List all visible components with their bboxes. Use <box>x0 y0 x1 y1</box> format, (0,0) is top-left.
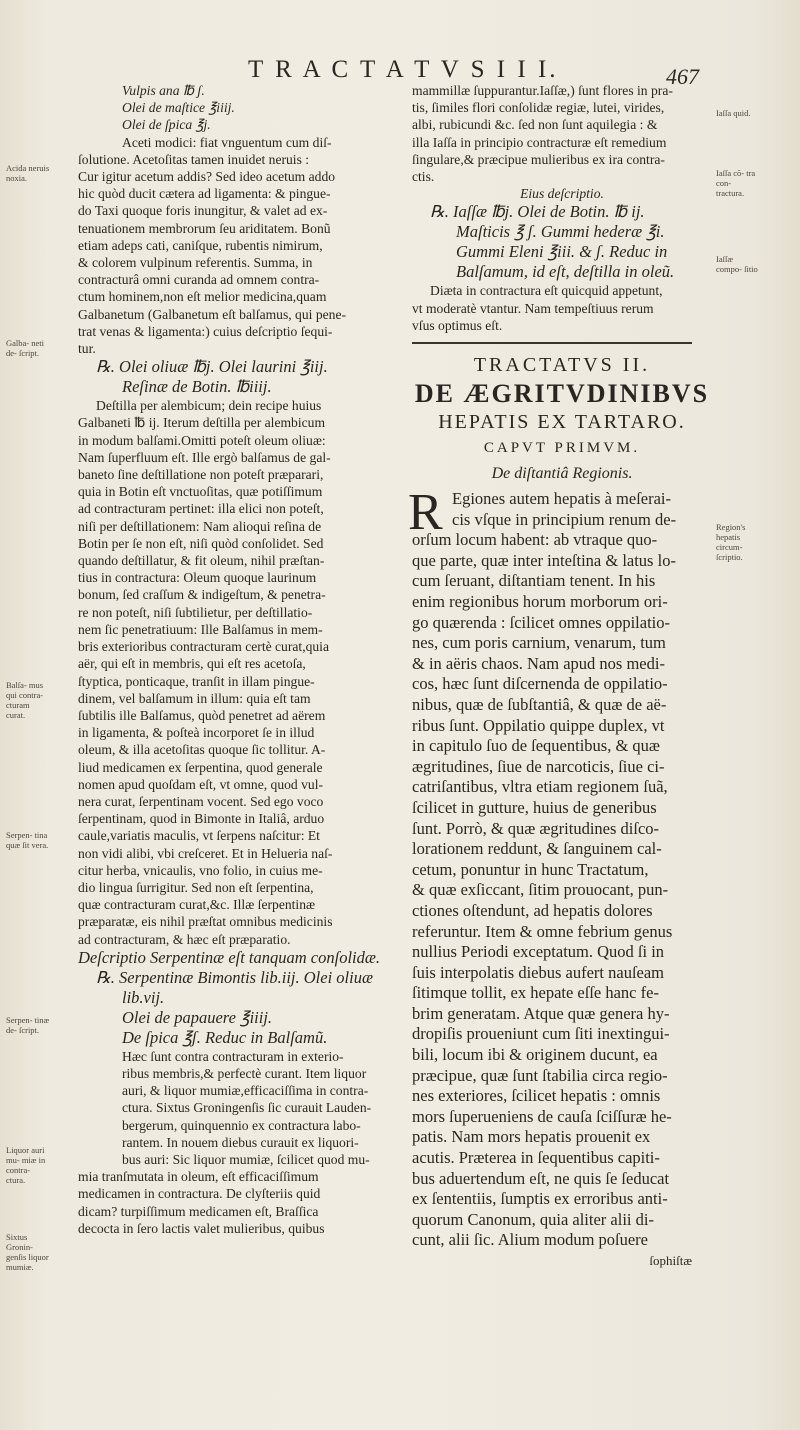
text-line: Olei de ſpica ℥j. <box>122 117 211 133</box>
text-line: dropiſis proueniunt cum ſiti inextingui- <box>412 1024 670 1044</box>
text-line: Gummi Eleni ℥iii. & ʃ. Reduc in <box>456 242 668 262</box>
text-line: ribus ſunt. Oppilatio quippe duplex, vt <box>412 715 665 735</box>
text-line: ſitimque tollit, ex hepate eſſe hanc fe- <box>412 983 659 1003</box>
text-line: Olei de maſtice ℥iiij. <box>122 100 235 116</box>
text-line: referuntur. Item & omne febrium genus <box>412 921 673 941</box>
text-line: Cur igitur acetum addis? Sed ideo acetum addo <box>78 169 336 185</box>
text-line: bonum, ſed craſſum & indigeſtum, & penetra- <box>78 587 326 603</box>
text-line: ex ſententiis, ſumptis ex erroribus anti- <box>412 1189 668 1209</box>
text-line: cetum, ponuntur in hunc Tractatum, <box>412 859 649 879</box>
text-line: auri, & liquor mumiæ,efficaciſſima in contra- <box>122 1083 369 1099</box>
text-line: quorum Canonum, quia aliter alii di- <box>412 1209 654 1229</box>
text-line: ſunt. Porrò, & quæ ægritudines diſco- <box>412 818 660 838</box>
text-line: tius in contractura: Oleum quoque laurinum <box>78 570 317 586</box>
text-line: ctis. <box>412 169 435 185</box>
margin-note: Acida neruis noxia. <box>6 163 50 183</box>
text-line: ſolutione. Acetoſitas tamen inuidet neruis : <box>78 151 310 167</box>
text-line: trat venas & ligamenta:) cuius deſcriptio ſequi- <box>78 323 333 339</box>
text-line: quia in Botin eſt vnctuoſitas, quæ potiſſimum <box>78 484 323 500</box>
margin-note: Sixtus Gronin- genſis liquor mumiæ. <box>6 1232 49 1272</box>
text-line: ctiones oſtendunt, ad hepatis dolores <box>412 900 653 920</box>
text-line: nomen apud quoſdam eſt, vt omne, quod vul- <box>78 776 324 792</box>
text-line: etiam adeps cati, caniſque, rubentis nimirum, <box>78 237 323 253</box>
text-line: caule,variatis maculis, vt ſerpens naſcitur: Et <box>78 828 320 844</box>
text-line: Reſinæ de Botin. ℔iiij. <box>122 377 272 397</box>
text-line: ſubtilis ille Balſamus, quòd penetret ad aërem <box>78 707 326 723</box>
margin-note: Liquor auri mu- miæ in contra- ctura. <box>6 1145 46 1185</box>
text-line: ægritudines, ſiue de narcoticis, ſiue ci- <box>412 756 665 776</box>
text-line: baneto ſine deſtillatione non poteſt præparari, <box>78 467 324 483</box>
running-title: T R A C T A T V S I I I. <box>248 56 559 83</box>
margin-note: Galba- neti de- ſcript. <box>6 338 44 358</box>
text-line: cis vſque in principium renum de- <box>452 509 677 529</box>
text-line: nes exteriores, ſcilicet hepatis : omnis <box>412 1086 661 1106</box>
chapter-body <box>408 484 712 1251</box>
margin-note: Region's hepatis circum- ſcriptio. <box>716 522 746 562</box>
text-line: Eius deſcriptio. <box>520 186 604 202</box>
text-line: niſi per deſtillationem: Nam alioqui reſina de <box>78 518 322 534</box>
text-line: & colorem vulpinum referentis. Summa, in <box>78 255 313 271</box>
text-line: Egiones autem hepatis à meſerai- <box>452 489 671 509</box>
text-line: nem ſic penetratiuum: Ille Balſamus in mem- <box>78 621 323 637</box>
text-line: go quærenda : ſcilicet omnes oppilatio- <box>412 612 670 632</box>
section-divider <box>412 342 692 344</box>
text-line: bus auri: Sic liquor mumiæ, ſcilicet quod mu- <box>122 1151 370 1167</box>
text-line: cum ſeruant, diſtantiam tenent. In his <box>412 571 656 591</box>
text-line: præcipue, quæ ſunt ſtabilia circa regio- <box>412 1065 668 1085</box>
text-line: acutis. Præterea in ſequentibus capiti- <box>412 1148 660 1168</box>
text-line: Aceti modici: fiat vnguentum cum diſ- <box>122 134 332 150</box>
text-line: ſuis interpolatis diebus aufert nauſeam <box>412 962 665 982</box>
text-line: in capitulo ſuo de ſequentibus, & quæ <box>412 736 660 756</box>
text-line: aër, qui eſt in membris, qui eſt res acetoſa, <box>78 656 306 672</box>
text-line: ad contracturam, & hæc eſt præparatio. <box>78 931 291 947</box>
text-line: hic quòd ducit cætera ad ligamenta: & pingue- <box>78 186 331 202</box>
text-line: nibus, quæ de ſubſtantiâ, & quæ de aë- <box>412 694 667 714</box>
text-line: Galbaneti ℔ ij. Iterum deſtilla per alembicum <box>78 415 326 431</box>
text-line: quæ contracturam curat,&c. Illæ ſerpentinæ <box>78 897 316 913</box>
text-line: bris exterioribus contracturam certè curat,quia <box>78 639 329 655</box>
text-line: vſus optimus eſt. <box>412 317 503 333</box>
text-line: ctura. Sixtus Groningenſis ſic curauit Lauden- <box>122 1100 372 1116</box>
text-line: rantem. In nouem diebus curauit ex liquori- <box>122 1134 359 1150</box>
text-line: & quæ exſiccant, ſitim prouocant, pun- <box>412 880 669 900</box>
text-line: ℞. Serpentinæ Bimontis lib.iij. Olei oliuæ <box>96 967 373 987</box>
text-line: citur herba, vnicaulis, vno folio, in cuius me- <box>78 862 323 878</box>
text-line: cos, hæc ſunt diſcernenda de oppilatio- <box>412 674 668 694</box>
catchword: ſophiſtæ <box>649 1253 692 1268</box>
text-line: ctum hominem,non eſt melior medicina,quam <box>78 289 327 305</box>
text-line: ℞. Iaſſæ ℔j. Olei de Botin. ℔ ij. <box>430 202 645 222</box>
text-line: lib.vij. <box>122 987 165 1007</box>
text-line: nullius Periodi exceptatum. Quod ſi in <box>412 942 665 962</box>
text-line: tur. <box>78 341 96 357</box>
text-line: De ſpica ℥ʃ. Reduc in Balſamũ. <box>122 1027 328 1047</box>
text-line: mia tranſmutata in oleum, eſt efficaciſſimum <box>78 1169 319 1185</box>
text-line: ribus membris,& perfectè curant. Item liquor <box>122 1065 367 1081</box>
text-line: que parte, quæ inter inteſtina & latus lo- <box>412 550 676 570</box>
chapter-heading: CAPVT PRIMVM. <box>483 440 641 457</box>
margin-note: Iaſſa quid. <box>716 108 751 118</box>
chapter-rubric: De diſtantiâ Regionis. <box>491 465 633 483</box>
text-line: Deſtilla per alembicum; dein recipe huius <box>96 398 322 414</box>
text-line: ad contracturam pertinet: illa elici non poteſt, <box>78 501 324 517</box>
text-line: brim generatam. Atque quæ genera hy- <box>412 1003 670 1023</box>
text-line: & in aëris chaos. Nam apud nos medi- <box>412 653 665 673</box>
page-number: 467 <box>666 64 699 89</box>
text-line: tenuationem membrorum ſeu ariditatem. Bonũ <box>78 220 331 236</box>
text-line: Hæc ſunt contra contracturam in exterio- <box>122 1048 344 1064</box>
text-line: illa Iaſſa in principio contracturæ eſt remedium <box>412 134 667 150</box>
tract-subtitle: HEPATIS EX TARTARO. <box>438 411 686 434</box>
text-line: orſum locum habent: ab vtraque quo- <box>412 530 658 550</box>
text-line: cunt, alii ſic. Alium modum poſuere <box>412 1230 649 1250</box>
text-line: dinem, vel balſamum in illum: quia eſt tam <box>78 690 311 706</box>
text-line: dio lingua ſurrigitur. Sed non eſt ſerpentina, <box>78 879 314 895</box>
text-line: patis. Nam mors hepatis prouenit ex <box>412 1127 651 1147</box>
text-line: Vulpis ana ℔ ʃ. <box>122 83 205 98</box>
text-line: ſcilicet in gutture, huius de generibus <box>412 797 657 817</box>
text-line: non vidi alibi, vbi creſceret. Et in Helueria naſ- <box>78 845 333 861</box>
text-line: medicamen in contractura. De clyſteriis quid <box>78 1186 321 1202</box>
text-line: Nam ſuperfluum eſt. Ille ergò balſamus de gal- <box>78 449 331 465</box>
margin-note: Balſa- mus qui contra- cturam curat. <box>6 680 44 720</box>
tract-title: DE ÆGRITVDINIBVS <box>414 379 710 409</box>
text-line: enim regionibus horum morborum ori- <box>412 592 668 611</box>
text-line: bili, locum ibi & originem ducunt, ea <box>412 1045 658 1065</box>
text-line: bus aduertendum eſt, ne quis ſe ſeducat <box>412 1168 670 1188</box>
text-line: liud medicamen ex ſerpentina, quod generale <box>78 759 323 775</box>
tract-heading: TRACTATVS II. <box>473 354 651 377</box>
text-line: oleum, & illa acetoſitas quoque ſic tollitur. A- <box>78 742 326 758</box>
text-line: re non poteſt, niſi ſubtilietur, per deſtillatio- <box>78 604 313 620</box>
text-line: Balſamum, id eſt, deſtilla in oleũ. <box>456 262 675 282</box>
text-line: ſtyptica, ponticaque, tranſit in illam pingue- <box>78 673 315 689</box>
text-line: decocta in ſero lactis valet mulieribus, quibus <box>78 1220 325 1236</box>
text-line: lorationem reddunt, & ſanguinem cal- <box>412 839 662 859</box>
text-line: ſerpentinam, quod in Bimonte in Italiâ, arduo <box>78 811 325 827</box>
text-line: Galbanetum (Galbanetum eſt balſamus, qui pene- <box>78 306 347 322</box>
right-column-top-text <box>412 82 712 334</box>
text-line: Deſcriptio Serpentinæ eſt tanquam conſolidæ. <box>78 947 381 967</box>
text-line: in modum balſami.Omitti poteſt oleum oliuæ: <box>78 432 326 448</box>
text-line: nera curat, ſerpentinam vocent. Sed ego voco <box>78 793 324 809</box>
text-line: ſingulare,& præcipue mulieribus ex ira contra- <box>412 151 665 167</box>
text-line: quando deſtillatur, & fit oleum, nihil præſtan- <box>78 553 325 569</box>
text-line: in ligamenta, & poſteà incorporet ſe in illud <box>78 725 315 741</box>
left-text-column <box>78 82 396 1237</box>
text-line: bergerum, quinquennio ex contractura labo- <box>122 1117 361 1133</box>
text-line: Maſticis ℥ ʃ. Gummi hederæ ℥i. <box>456 222 665 242</box>
text-line: albi, rubicundi &c. ſed non ſunt aquilegia : & <box>412 117 658 133</box>
text-line: Botin per ſe non eſt, niſi quòd conſolidet. Sed <box>78 535 324 551</box>
text-line: ℞. Olei oliuæ ℔j. Olei laurini ℥iij. <box>96 357 328 377</box>
text-line: catriſantibus, vltra etiam regionem ſuã, <box>412 777 668 797</box>
text-line: do Taxi quoque foris inungitur, & valet ad ex- <box>78 203 328 219</box>
text-line: vt moderatè vtantur. Nam tempeſtiuus rerum <box>412 300 654 316</box>
margin-note: Iaſſæ compo- ſitio <box>716 254 758 274</box>
text-line: mors ſuperueniens de cauſa ſciſſuræ he- <box>412 1106 672 1126</box>
text-line: præparatæ, eis nihil præſtat omnibus medicinis <box>78 914 333 930</box>
text-line: Diæta in contractura eſt quicquid appetunt, <box>430 283 663 299</box>
margin-note: Serpen- tinæ de- ſcript. <box>6 1015 50 1035</box>
text-line: tis, ſimiles flori conſolidæ regiæ, lutei, virides, <box>412 100 665 116</box>
text-line: nes, cum poris carnium, venarum, tum <box>412 633 666 653</box>
text-line: dicam? turpiſſimum medicamen eſt, Braſſica <box>78 1203 319 1219</box>
margin-note: Serpen- tina quæ ſit vera. <box>6 830 49 850</box>
text-line: Olei de papauere ℥iiij. <box>122 1007 273 1027</box>
text-line: mammillæ ſuppurantur.Iaſſæ,) ſunt flores in pra- <box>412 83 673 98</box>
text-line: contracturâ omni curanda ad omnem contra- <box>78 272 320 288</box>
right-text-column <box>408 82 712 1271</box>
drop-capital: R <box>408 484 443 542</box>
margin-note: Iaſſa cõ- tra con- tractura. <box>716 168 756 198</box>
